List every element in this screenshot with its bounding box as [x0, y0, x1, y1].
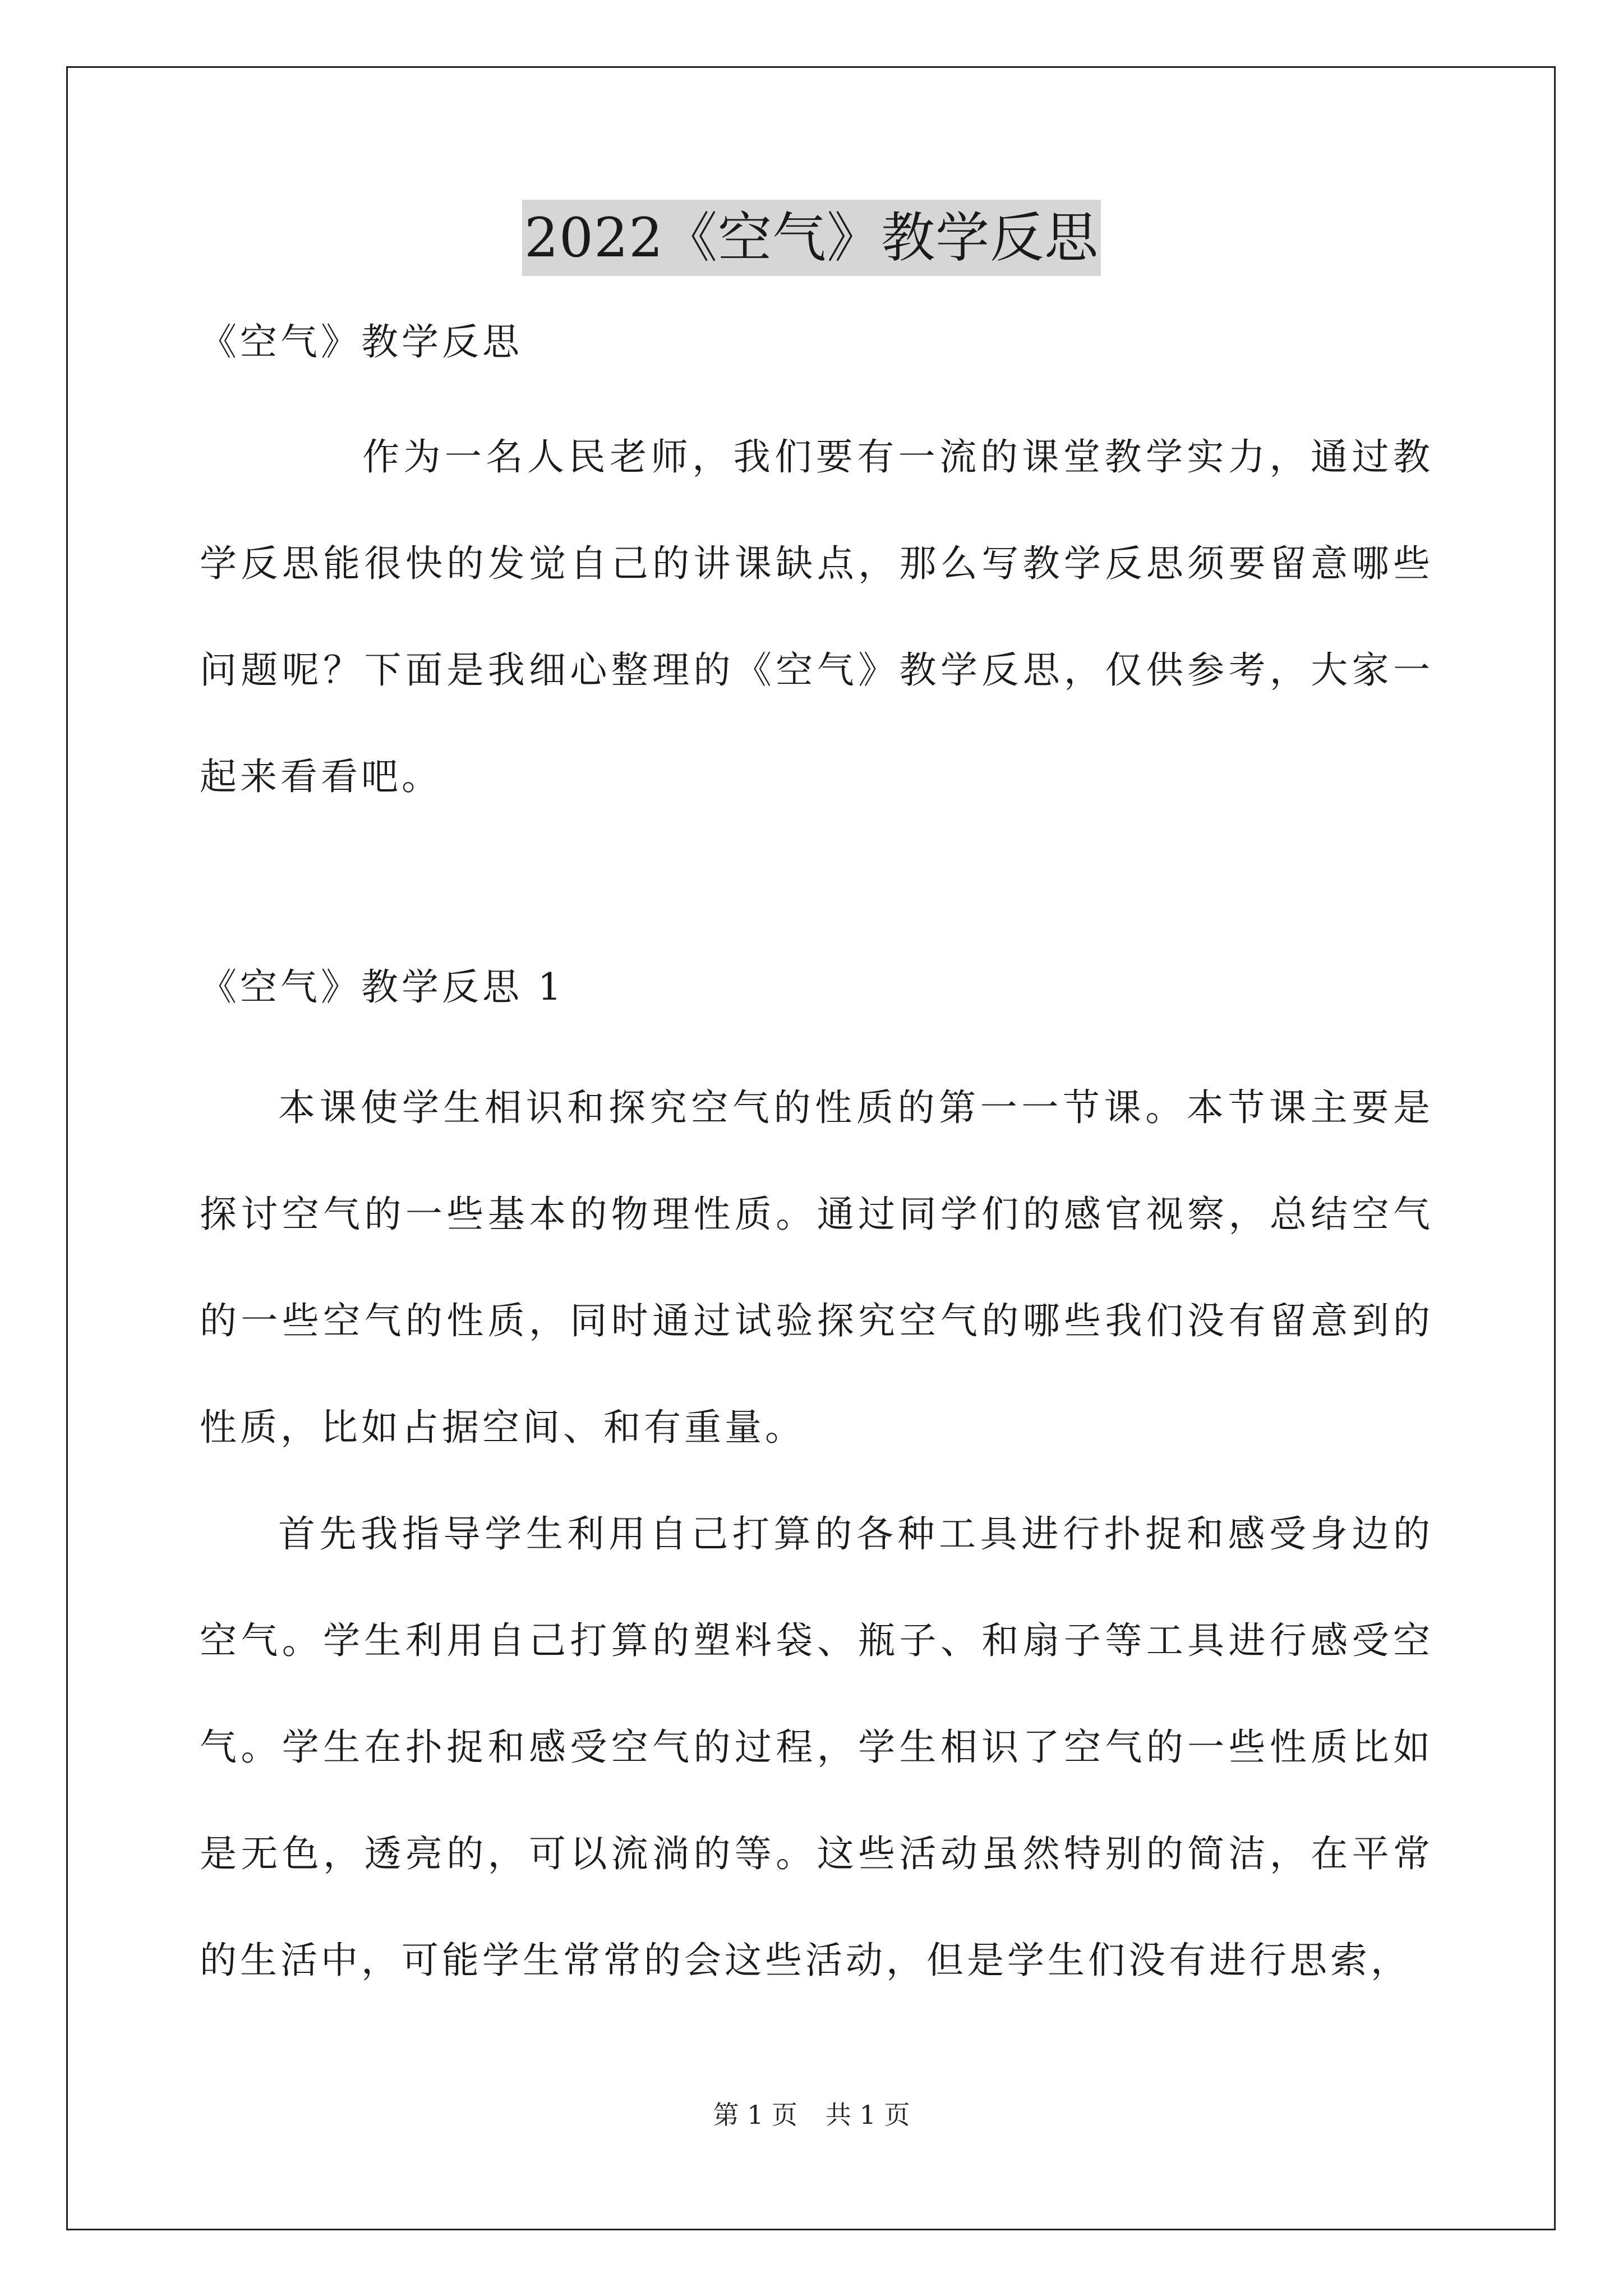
page-total: 共 1 页: [826, 2100, 910, 2130]
title-wrap: [0, 200, 1623, 276]
section-heading-1: 《空气》教学反思 1: [200, 965, 565, 1009]
page-footer: [0, 2098, 1623, 2132]
page-number: 第 1 页: [713, 2100, 797, 2130]
document-body: [200, 314, 1433, 2014]
document-title: 2022《空气》教学反思: [522, 200, 1101, 276]
intro-paragraph: 作为一名人民老师，我们要有一流的课堂教学实力，通过教学反思能很快的发觉自己的讲课缺点，那么写教学反思须要留意哪些问题呢？下面是我细心整理的《空气》教学反思，仅供参考，大家一起来看看吧。: [200, 435, 1433, 798]
section-heading-intro: 《空气》教学反思: [200, 320, 523, 364]
body-paragraph-2: 首先我指导学生利用自己打算的各种工具进行扑捉和感受身边的空气。学生利用自己打算的塑料袋、瓶子、和扇子等工具进行感受空气。学生在扑捉和感受空气的过程，学生相识了空气的一些性质比如是无色，透亮的，可以流淌的等。这些活动虽然特别的简洁，在平常的生活中，可能学生常常的会这些活动，但是学生们没有进行思索，: [200, 1512, 1433, 1982]
body-paragraph-1: 本课使学生相识和探究空气的性质的第一一节课。本节课主要是探讨空气的一些基本的物理性质。通过同学们的感官视察，总结空气的一些空气的性质，同时通过试验探究空气的哪些我们没有留意到的性质，比如占据空间、和有重量。: [200, 1086, 1433, 1449]
